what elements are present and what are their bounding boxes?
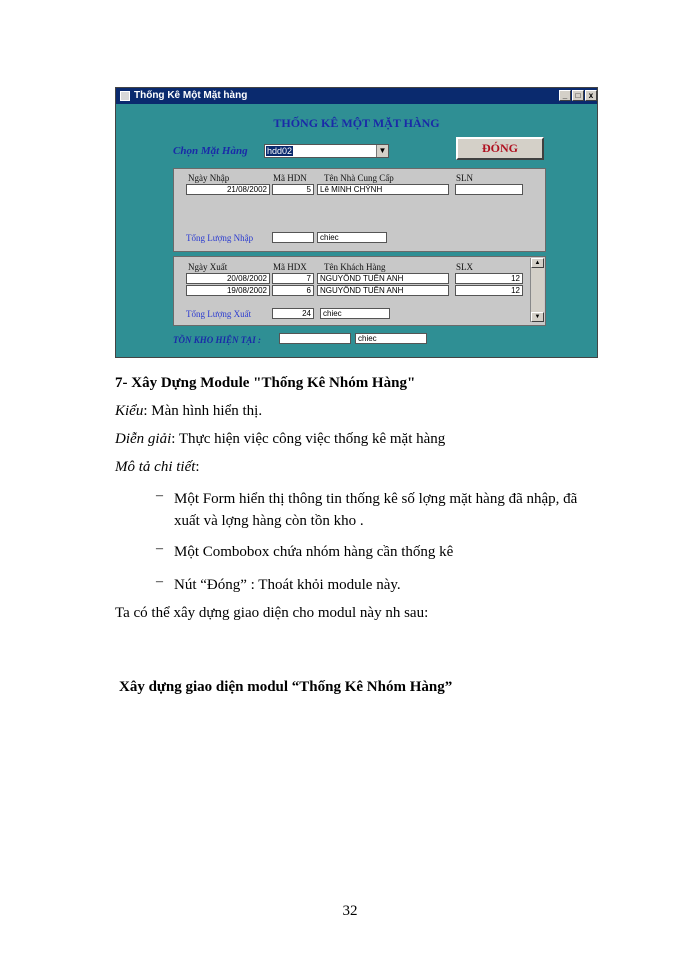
nha-cung-cap-field[interactable]: Lê MINH CHÝNH xyxy=(317,184,449,195)
header-ma-hdn: Mã HDN xyxy=(273,173,307,183)
dien-giai-line xyxy=(115,430,445,448)
dong-button[interactable]: ĐÓNG xyxy=(456,137,544,160)
mo-ta-label: Mô tả chi tiết xyxy=(115,459,196,475)
ton-kho-label: TỒN KHO HIỆN TẠI : xyxy=(173,335,262,345)
form-title: THỐNG KÊ MỘT MẶT HÀNG xyxy=(273,116,440,130)
kieu-label: Kiểu xyxy=(115,403,144,419)
khach-hang-field[interactable]: NGUYÔND TUÊN ANH xyxy=(317,285,449,296)
tong-luong-nhap-label: Tổng Lượng Nhập xyxy=(186,233,254,243)
khach-hang-field[interactable]: NGUYÔND TUÊN ANH xyxy=(317,273,449,284)
ma-hdx-field[interactable]: 7 xyxy=(272,273,314,284)
header-ma-hdx: Mã HDX xyxy=(273,262,307,272)
combo-value: hdd02 xyxy=(267,146,293,156)
tong-luong-xuat-field[interactable]: 24 xyxy=(272,308,314,319)
ngay-xuat-field[interactable]: 20/08/2002 xyxy=(186,273,270,284)
maximize-button[interactable]: □ xyxy=(572,90,584,101)
sln-field[interactable] xyxy=(455,184,523,195)
form-screenshot xyxy=(115,87,598,358)
tong-xuat-unit-field[interactable]: chiec xyxy=(320,308,390,319)
scroll-up-icon[interactable]: ▲ xyxy=(531,258,544,268)
bullet-dash: – xyxy=(156,574,163,589)
bullet-item: Nút “Đóng” : Thoát khỏi module này. xyxy=(174,577,401,593)
kieu-text: : Màn hình hiển thị. xyxy=(143,403,263,419)
chon-mat-hang-label: Chọn Mặt Hàng xyxy=(173,145,248,157)
figure-caption: Xây dựng giao diện modul “Thống Kê Nhóm Hàng” xyxy=(119,679,453,695)
ton-kho-unit-field[interactable]: chiec xyxy=(355,333,427,344)
slx-field[interactable]: 12 xyxy=(455,285,523,296)
bullet-item-cont: xuất và lợng hàng còn tồn kho . xyxy=(174,513,364,529)
header-ngay-nhap: Ngày Nhập xyxy=(188,173,230,183)
header-sln: SLN xyxy=(456,173,474,183)
dien-giai-label: Diễn giải xyxy=(115,431,172,447)
minimize-button[interactable]: _ xyxy=(559,90,571,101)
chevron-down-icon[interactable]: ▼ xyxy=(376,145,388,157)
mo-ta-line xyxy=(115,458,200,476)
paragraph: Ta có thể xây dựng giao diện cho modul này nh sau: xyxy=(115,605,429,621)
header-slx: SLX xyxy=(456,262,474,272)
header-ngay-xuat: Ngày Xuất xyxy=(188,262,228,272)
dien-giai-text: : Thực hiện việc công việc thống kê mặt hàng xyxy=(171,431,446,447)
section-heading: 7- Xây Dựng Module "Thống Kê Nhóm Hàng" xyxy=(115,375,416,391)
mo-ta-colon: : xyxy=(195,459,200,475)
scroll-down-icon[interactable]: ▼ xyxy=(531,312,544,322)
close-button[interactable]: x xyxy=(585,90,597,101)
ma-hdx-field[interactable]: 6 xyxy=(272,285,314,296)
bullet-item: Một Form hiển thị thông tin thống kê số lợng mặt hàng đã nhập, đã xyxy=(174,491,578,507)
xuat-scrollbar[interactable] xyxy=(530,258,544,322)
ngay-nhap-field[interactable]: 21/08/2002 xyxy=(186,184,270,195)
bullet-dash: – xyxy=(156,488,163,503)
kieu-line xyxy=(115,402,262,420)
ngay-xuat-field[interactable]: 19/08/2002 xyxy=(186,285,270,296)
tong-nhap-unit-field[interactable]: chiec xyxy=(317,232,387,243)
bullet-dash: – xyxy=(156,541,163,556)
tong-luong-xuat-label: Tổng Lượng Xuất xyxy=(186,309,252,319)
header-nha-cung-cap: Tên Nhà Cung Cấp xyxy=(324,173,394,183)
page-number: 32 xyxy=(342,903,358,919)
mat-hang-combobox[interactable] xyxy=(264,144,389,158)
tong-luong-nhap-field[interactable] xyxy=(272,232,314,243)
ma-hdn-field[interactable]: 5 xyxy=(272,184,314,195)
header-khach-hang: Tên Khách Hàng xyxy=(324,262,386,272)
window-title: Thống Kê Một Mặt hàng xyxy=(134,90,248,101)
slx-field[interactable]: 12 xyxy=(455,273,523,284)
bullet-item: Một Combobox chứa nhóm hàng cần thống kê xyxy=(174,544,454,560)
ton-kho-field[interactable] xyxy=(279,333,351,344)
window-icon xyxy=(120,91,130,101)
window-titlebar xyxy=(116,88,597,104)
